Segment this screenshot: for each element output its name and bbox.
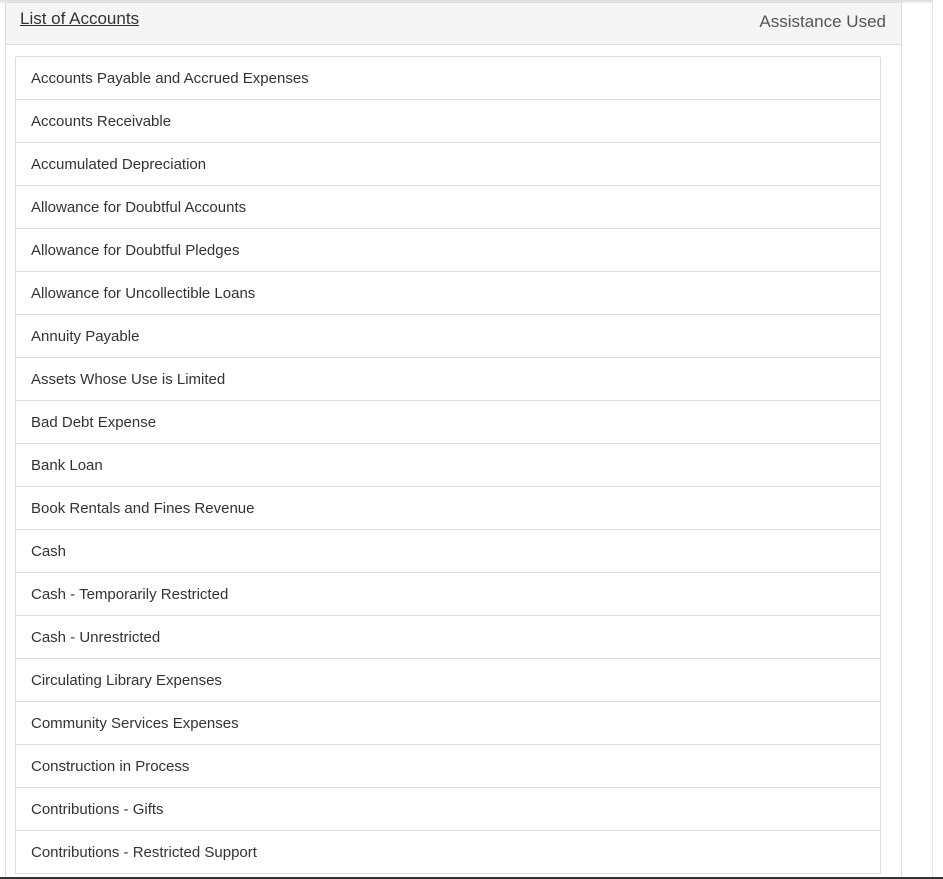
account-item[interactable]: Construction in Process [15,745,881,788]
assistance-used-label: Assistance Used [759,12,886,31]
account-item[interactable]: Cash - Temporarily Restricted [15,573,881,616]
account-item[interactable]: Cash [15,530,881,573]
account-item[interactable]: Contributions - Gifts [15,788,881,831]
account-item[interactable]: Annuity Payable [15,315,881,358]
account-item[interactable]: Assets Whose Use is Limited [15,358,881,401]
right-gutter [932,0,943,879]
account-item[interactable]: Allowance for Doubtful Pledges [15,229,881,272]
account-list [15,56,881,874]
panel-heading [6,3,901,45]
account-item[interactable]: Accounts Payable and Accrued Expenses [15,57,881,100]
account-item[interactable]: Allowance for Uncollectible Loans [15,272,881,315]
account-item[interactable]: Accounts Receivable [15,100,881,143]
account-item[interactable]: Cash - Unrestricted [15,616,881,659]
account-item[interactable]: Bad Debt Expense [15,401,881,444]
account-item[interactable]: Book Rentals and Fines Revenue [15,487,881,530]
account-item[interactable]: Contributions - Restricted Support [15,831,881,874]
account-item[interactable]: Accumulated Depreciation [15,143,881,186]
account-item[interactable]: Community Services Expenses [15,702,881,745]
account-item[interactable]: Bank Loan [15,444,881,487]
account-item[interactable]: Circulating Library Expenses [15,659,881,702]
list-of-accounts-link[interactable]: List of Accounts [20,9,140,28]
account-item[interactable]: Allowance for Doubtful Accounts [15,186,881,229]
